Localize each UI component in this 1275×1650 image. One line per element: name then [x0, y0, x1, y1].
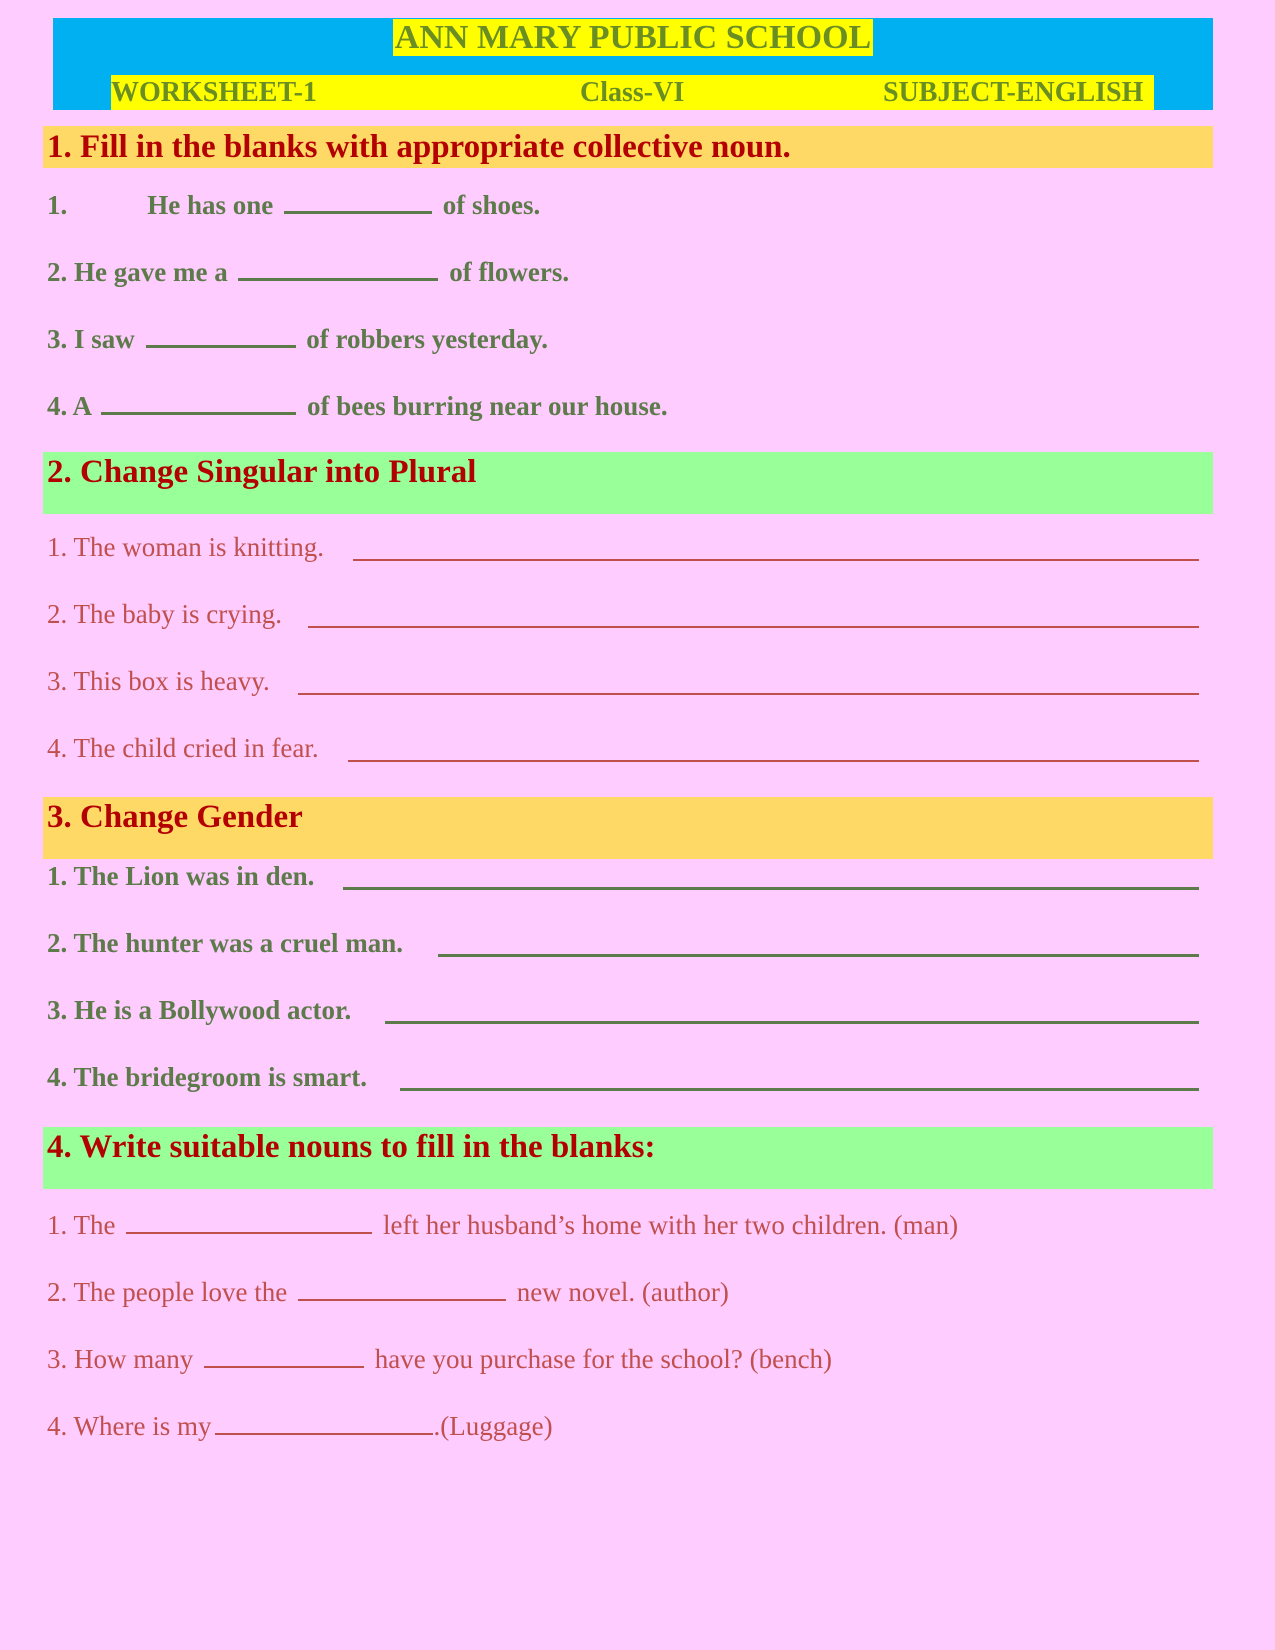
- answer-line[interactable]: [385, 1021, 1199, 1024]
- answer-line[interactable]: [308, 626, 1199, 628]
- section-4-item-1: 1. The left her husband’s home with her two children. (man): [47, 1206, 958, 1242]
- section-2-item-1: 1. The woman is knitting.: [47, 532, 324, 562]
- class-label: Class-VI: [580, 77, 685, 108]
- section-1-item-3: 3. I saw of robbers yesterday.: [47, 319, 548, 356]
- section-1-item-2: 2. He gave me a of flowers.: [47, 252, 569, 289]
- item-number: 1.: [47, 190, 68, 220]
- answer-blank[interactable]: [101, 386, 296, 415]
- section-4-item-2: 2. The people love the new novel. (author): [47, 1273, 729, 1309]
- section-4-item-3: 3. How many have you purchase for the school? (bench): [47, 1340, 832, 1376]
- answer-line[interactable]: [348, 760, 1199, 762]
- answer-blank[interactable]: [204, 1340, 364, 1368]
- section-3-item-1: 1. The Lion was in den.: [47, 861, 315, 891]
- section-1-item-4: 4. A of bees burring near our house.: [47, 386, 668, 423]
- answer-blank[interactable]: [298, 1273, 506, 1301]
- answer-blank[interactable]: [126, 1206, 372, 1234]
- section-3-item-3: 3. He is a Bollywood actor.: [47, 995, 352, 1025]
- section-3-item-4: 4. The bridegroom is smart.: [47, 1062, 367, 1092]
- answer-line[interactable]: [353, 559, 1199, 561]
- section-2-item-4: 4. The child cried in fear.: [47, 733, 319, 763]
- answer-line[interactable]: [438, 954, 1199, 957]
- section-1-heading: 1. Fill in the blanks with appropriate collective noun.: [43, 126, 1213, 168]
- section-4-heading: 4. Write suitable nouns to fill in the blanks:: [43, 1127, 1213, 1189]
- answer-blank[interactable]: [284, 185, 432, 214]
- worksheet-number: WORKSHEET-1: [111, 77, 317, 108]
- section-1-item-1: 1. He has one of shoes.: [47, 185, 540, 222]
- section-3-item-2: 2. The hunter was a cruel man.: [47, 928, 404, 958]
- section-3-heading: 3. Change Gender: [43, 797, 1213, 859]
- worksheet-info-row: [111, 75, 1154, 110]
- subject-label: SUBJECT-ENGLISH: [883, 77, 1144, 108]
- answer-blank[interactable]: [146, 319, 296, 348]
- section-2-item-3: 3. This box is heavy.: [47, 666, 270, 696]
- answer-line[interactable]: [400, 1088, 1199, 1091]
- worksheet-header: [53, 18, 1213, 110]
- section-2-heading: 2. Change Singular into Plural: [43, 452, 1213, 514]
- section-2-item-2: 2. The baby is crying.: [47, 599, 282, 629]
- section-4-item-4: 4. Where is my .(Luggage): [47, 1407, 553, 1443]
- answer-line[interactable]: [343, 887, 1199, 890]
- answer-line[interactable]: [298, 693, 1199, 695]
- school-name: ANN MARY PUBLIC SCHOOL: [394, 19, 872, 56]
- answer-blank[interactable]: [215, 1407, 433, 1435]
- answer-blank[interactable]: [238, 252, 438, 281]
